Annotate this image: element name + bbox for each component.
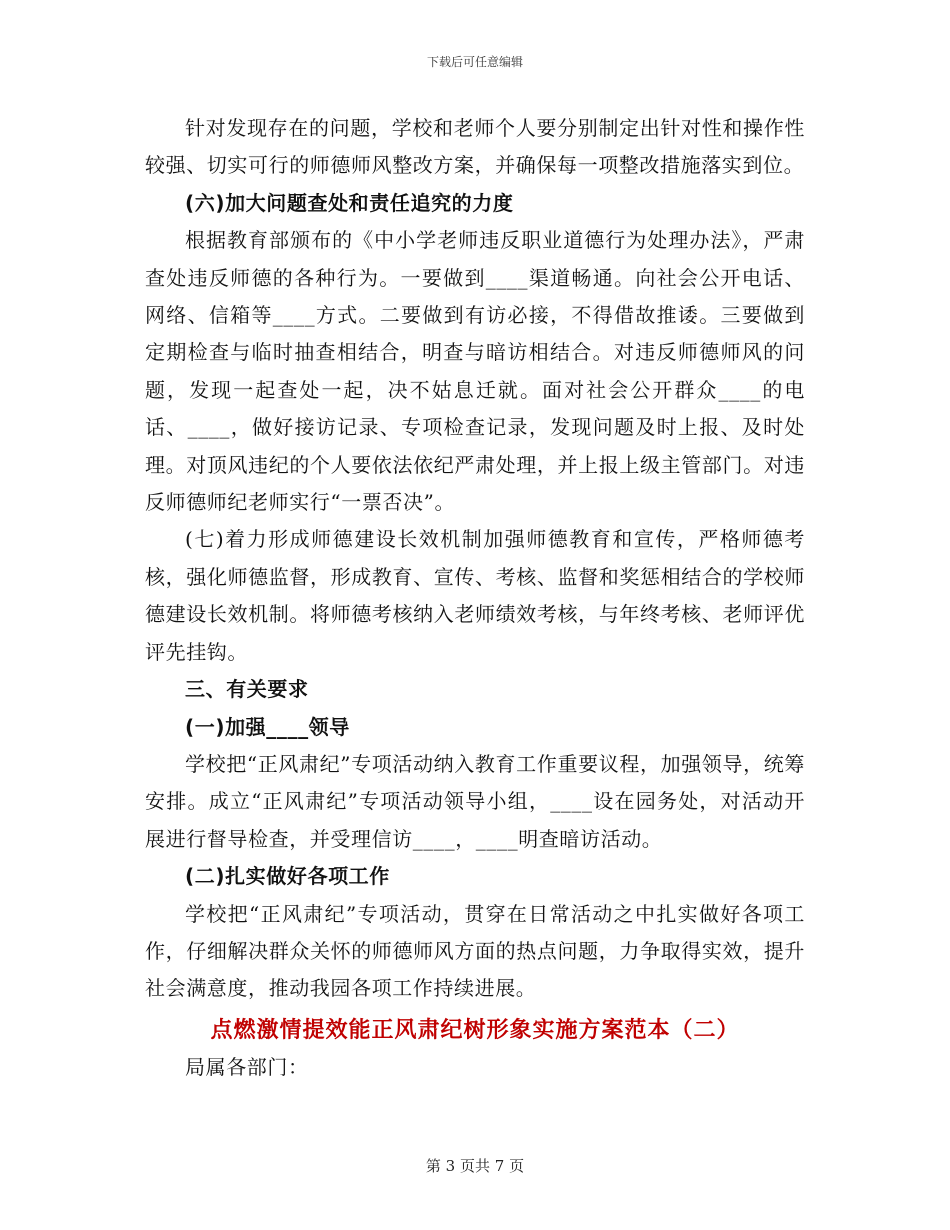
paragraph-investigation: 根据教育部颁布的《中小学老师违反职业道德行为处理办法》，严肃查处违反师德的各种行为。一要做到____渠道畅通。向社会公开电话、网络、信箱等____方式。二要做到有访必接，不得借故推诿。三要做到定期检查与临时抽查相结合，明查与暗访相结合。对违反师德师风的问题，发现一起查处一起，决不姑息迁就。面对社会公开群众____的电话、____，做好接访记录、专项检查记录，发现问题及时上报、及时处理。对顶风违纪的个人要依法依纪严肃处理，并上报上级主管部门。对违反师德师纪老师实行“一票否决”。 [145, 228, 805, 515]
document-title: 点燃激情提效能正风肃纪树形象实施方案范本（二） [210, 1017, 740, 1043]
section-heading-work: (二)扎实做好各项工作 [185, 864, 390, 889]
section-heading-requirements: 三、有关要求 [185, 677, 309, 702]
document-body [145, 110, 805, 1087]
paragraph-salutation: 局属各部门： [185, 1055, 309, 1080]
page-number: 第 3 页共 7 页 [425, 1157, 525, 1175]
paragraph-work: 学校把“正风肃纪”专项活动，贯穿在日常活动之中扎实做好各项工作，仔细解决群众关怀的师德师风方面的热点问题，力争取得实效，提升社会满意度，推动我园各项工作持续进展。 [145, 901, 805, 1001]
section-heading-6: (六)加大问题查处和责任追究的力度 [185, 190, 514, 215]
paragraph-leadership: 学校把“正风肃纪”专项活动纳入教育工作重要议程，加强领导，统筹安排。成立“正风肃纪”专项活动领导小组，____设在园务处，对活动开展进行督导检查，并受理信访____，____明查暗访活动。 [145, 751, 805, 851]
section-heading-leadership: (一)加强____领导 [185, 714, 350, 739]
page-header: 下载后可任意编辑 [426, 55, 523, 69]
paragraph-long-term-mechanism: (七)着力形成师德建设长效机制加强师德教育和宣传，严格师德考核，强化师德监督，形成教育、宣传、考核、监督和奖惩相结合的学校师德建设长效机制。将师德考核纳入老师绩效考核，与年终考核、老师评优评先挂钩。 [145, 527, 805, 664]
paragraph-rectification: 针对发现存在的问题，学校和老师个人要分别制定出针对性和操作性较强、切实可行的师德师风整改方案，并确保每一项整改措施落实到位。 [145, 116, 805, 178]
